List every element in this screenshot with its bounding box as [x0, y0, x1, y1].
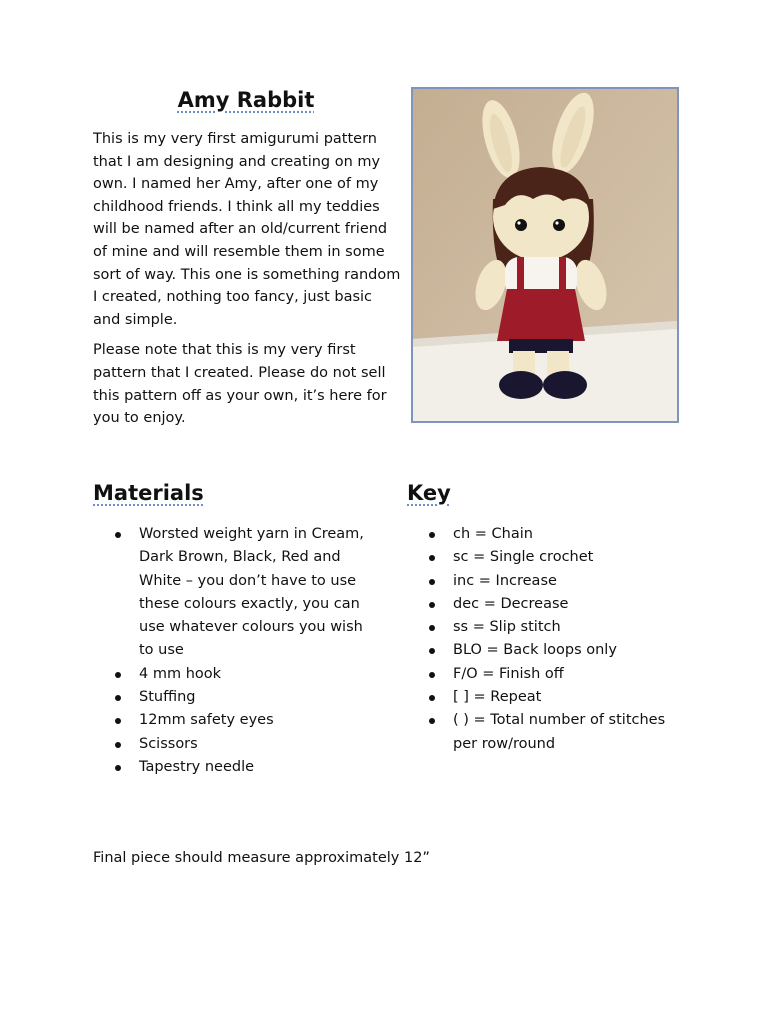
- list-item: [ ] = Repeat: [429, 686, 689, 709]
- list-item: 12mm safety eyes: [115, 709, 365, 732]
- list-item: ( ) = Total number of stitches per row/round: [429, 709, 689, 756]
- materials-list: [115, 523, 365, 779]
- intro-paragraph: This is my very first amigurumi pattern that I am designing and creating on my own. I named her Amy, after one of my childhood friends. I think all my teddies will be named after an old/current friend of mine and will resemble them in some sort of way. This one is something random I created, nothing too fancy, just basic and simple.: [93, 131, 401, 328]
- list-item: 4 mm hook: [115, 663, 365, 686]
- key-list: [429, 523, 689, 756]
- intro-paragraph: Please note that this is my very first pattern that I created. Please do not sell this pattern off as your own, it’s here for you to enjoy.: [93, 342, 387, 427]
- list-item: Tapestry needle: [115, 756, 365, 779]
- list-item: ss = Slip stitch: [429, 616, 689, 639]
- crochet-rabbit-doll-photo-icon: [413, 89, 677, 421]
- footer-note: Final piece should measure approximately 12”: [93, 850, 430, 866]
- list-item: BLO = Back loops only: [429, 639, 689, 662]
- list-item: inc = Increase: [429, 570, 689, 593]
- list-item: ch = Chain: [429, 523, 689, 546]
- key-heading: Key: [407, 481, 451, 505]
- list-item: Worsted weight yarn in Cream, Dark Brown, Black, Red and White – you don’t have to use these colours exactly, you can use whatever colours you wish to use: [115, 523, 365, 663]
- list-item: dec = Decrease: [429, 593, 689, 616]
- list-item: Scissors: [115, 733, 365, 756]
- materials-heading: Materials: [93, 481, 204, 505]
- list-item: F/O = Finish off: [429, 663, 689, 686]
- list-item: sc = Single crochet: [429, 546, 689, 569]
- intro-text: [93, 128, 403, 438]
- doll-photo: [411, 87, 679, 423]
- page-title: Amy Rabbit: [177, 88, 315, 112]
- list-item: Stuffing: [115, 686, 365, 709]
